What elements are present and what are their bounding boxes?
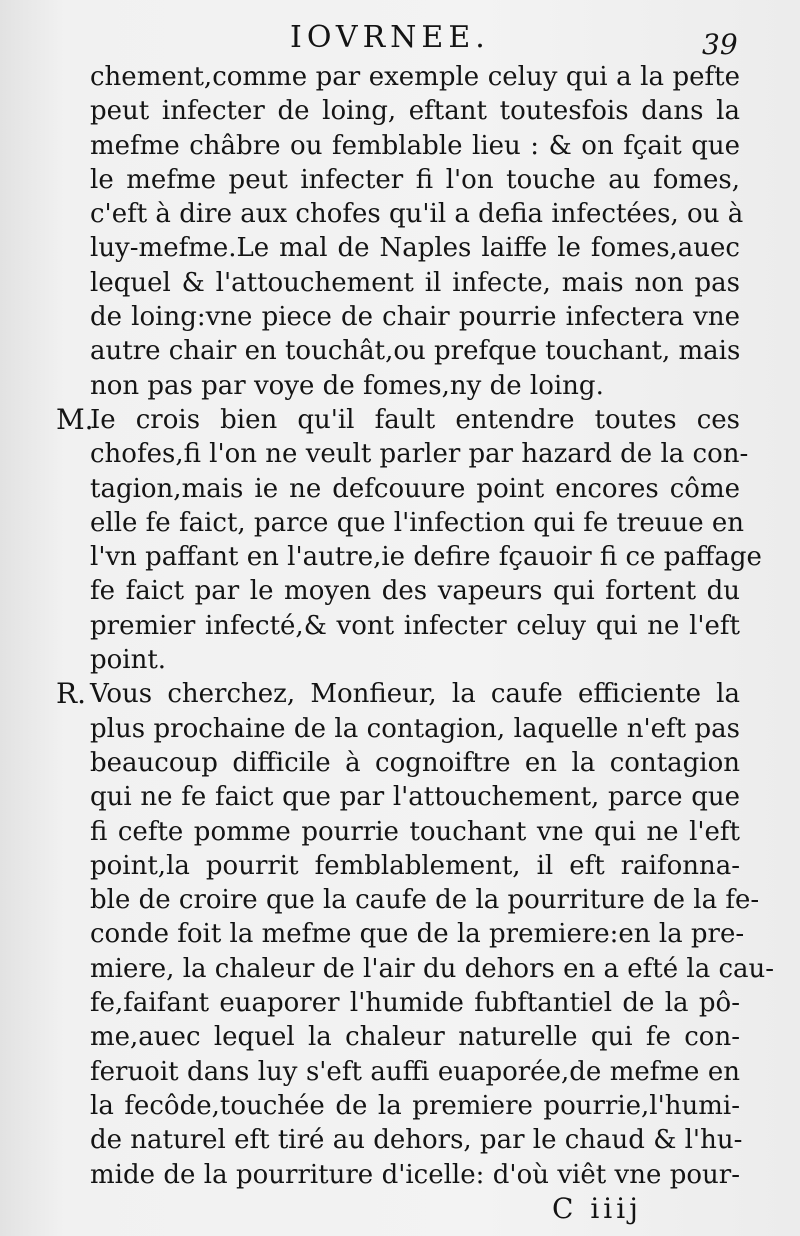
line-text: me,auec lequel la chaleur naturelle qui fe con- xyxy=(90,1022,740,1053)
text-line xyxy=(90,334,740,368)
line-text: ble de croire que la caufe de la pourriture de la fe- xyxy=(90,885,760,916)
line-text: lequel & l'attouchement il infecte, mais non pas xyxy=(90,267,740,298)
line-text: point. xyxy=(90,645,167,676)
line-text: Vous cherchez, Monfieur, la caufe efficiente la xyxy=(90,679,740,710)
text-line xyxy=(90,197,744,231)
line-text: mefme châbre ou femblable lieu : & on fçait que xyxy=(90,130,740,161)
text-line xyxy=(90,952,775,986)
text-line xyxy=(90,1055,740,1089)
speaker-marker: R. xyxy=(56,677,86,711)
line-text: fe,faifant euaporer l'humide fubftantiel de la pô- xyxy=(90,988,740,1019)
text-line xyxy=(90,540,762,574)
text-line xyxy=(90,163,740,197)
text-line xyxy=(90,1089,740,1123)
line-text: le mefme peut infecter fi l'on touche au fomes, xyxy=(90,164,740,195)
text-line xyxy=(90,609,740,643)
line-text: de naturel eft tiré au dehors, par le chaud & l'hu- xyxy=(90,1125,743,1156)
text-line xyxy=(90,129,740,163)
line-text: miere, la chaleur de l'air du dehors en a efté la cau- xyxy=(90,953,775,984)
text-line xyxy=(90,1158,740,1192)
line-text: plus prochaine de la contagion, laquelle n'eft pas xyxy=(90,713,740,744)
line-text: mide de la pourriture d'icelle: d'où viêt vne pour- xyxy=(90,1159,740,1190)
line-text: de loing:vne piece de chair pourrie infectera vne xyxy=(90,302,740,333)
running-head xyxy=(0,16,800,61)
text-line xyxy=(90,266,740,300)
line-text: qui ne fe faict que par l'attouchement, parce que xyxy=(90,782,740,813)
line-text: c'eft à dire aux chofes qu'il a defia infectées, ou à xyxy=(90,199,744,230)
text-line xyxy=(90,986,740,1020)
line-text: tagion,mais ie ne defcouure point encores côme xyxy=(90,473,740,504)
line-text: premier infecté,& vont infecter celuy qui ne l'eft xyxy=(90,610,740,641)
text-line xyxy=(90,883,760,917)
text-line xyxy=(90,712,740,746)
text-line xyxy=(90,849,740,883)
text-line xyxy=(90,60,740,94)
line-text: la fecôde,touchée de la premiere pourrie,l'humi- xyxy=(90,1090,740,1121)
line-text: autre chair en touchât,ou prefque touchant, mais xyxy=(90,336,741,367)
text-line xyxy=(90,815,740,849)
line-text: feruoit dans luy s'eft auffi euaporée,de mefme en xyxy=(90,1056,740,1087)
line-text: luy-mefme.Le mal de Naples laiffe le fomes,auec xyxy=(90,233,740,264)
text-line xyxy=(90,574,740,608)
line-text: fi cefte pomme pourrie touchant vne qui ne l'eft xyxy=(90,816,740,847)
line-text: fe faict par le moyen des vapeurs qui fortent du xyxy=(90,576,740,607)
line-text: chement,comme par exemple celuy qui a la pefte xyxy=(90,62,740,92)
page-number: 39 xyxy=(702,28,738,61)
line-text: elle fe faict, parce que l'infection qui fe treuue en xyxy=(90,507,745,538)
text-line xyxy=(90,437,749,471)
text-line xyxy=(90,917,745,951)
body-text xyxy=(56,60,775,1192)
text-line xyxy=(90,1123,743,1157)
line-text: Ie crois bien qu'il fault entendre toutes ces xyxy=(90,404,740,435)
line-text: non pas par voye de fomes,ny de loing. xyxy=(90,370,604,401)
line-text: l'vn paffant en l'autre,ie defire fçauoir fi ce paffage xyxy=(90,542,762,573)
text-line xyxy=(90,746,740,780)
speaker-marker: M. xyxy=(56,402,94,436)
text-line xyxy=(90,1020,740,1054)
text-line xyxy=(90,369,740,403)
text-line xyxy=(90,300,740,334)
line-text: conde foit la mefme que de la premiere:en la pre- xyxy=(90,919,745,950)
signature-mark: C iiij xyxy=(552,1192,642,1225)
text-line xyxy=(90,231,740,265)
text-line xyxy=(90,780,740,814)
text-line xyxy=(90,472,740,506)
line-text: beaucoup difficile à cognoiftre en la contagion xyxy=(90,747,740,778)
line-text: chofes,fi l'on ne veult parler par hazard de la con- xyxy=(90,439,749,470)
text-line xyxy=(90,94,740,128)
text-line xyxy=(90,643,740,677)
text-line xyxy=(90,506,745,540)
line-text: point,la pourrit femblablement, il eft raifonna- xyxy=(90,850,740,881)
running-head-title: IOVRNEE. xyxy=(290,20,490,55)
text-line xyxy=(56,677,740,711)
line-text: peut infecter de loing, eftant toutesfois dans la xyxy=(90,96,740,127)
text-line xyxy=(56,402,740,437)
